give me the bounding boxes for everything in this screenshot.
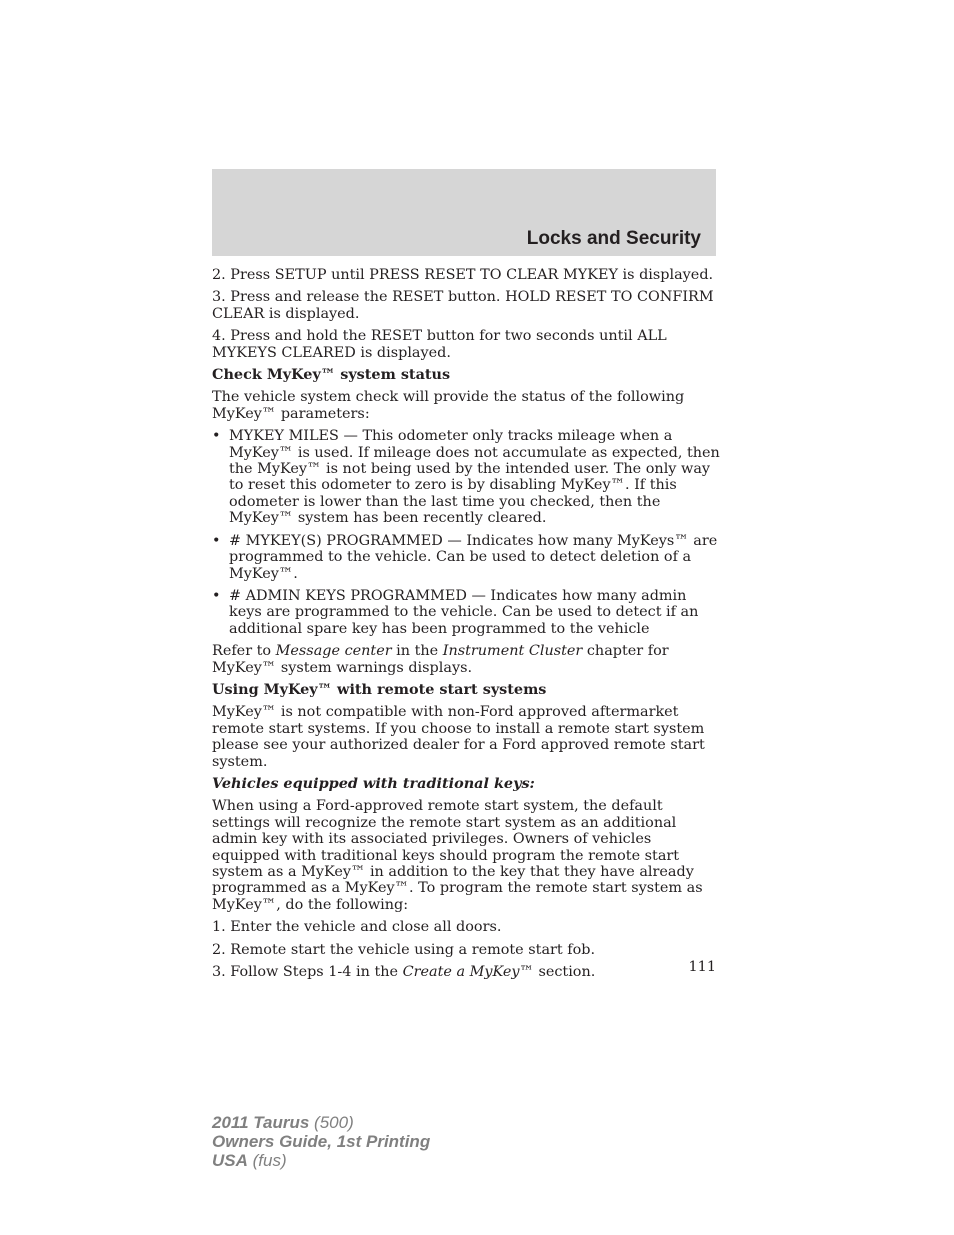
section-header-band: [212, 169, 716, 256]
footer-region-code: (fus): [247, 1151, 287, 1170]
refer-text: in the: [391, 643, 443, 660]
page-content: [212, 267, 720, 986]
instrument-cluster-reference: Instrument Cluster: [442, 643, 583, 660]
traditional-keys-subheading: Vehicles equipped with traditional keys:: [212, 774, 535, 792]
bullet-glyph: •: [212, 587, 221, 604]
bullet-glyph: •: [212, 428, 221, 445]
footer-printing-line: Owners Guide, 1st Printing: [212, 1132, 431, 1151]
refer-text: Refer to: [212, 643, 276, 660]
list-item-admin-keys-programmed: [212, 588, 720, 637]
footer-model: 2011 Taurus: [212, 1113, 310, 1132]
step-4: 4. Press and hold the RESET button for two seconds until ALL MYKEYS CLEARED is displayed.: [212, 328, 667, 361]
check-status-heading: Check MyKey™ system status: [212, 366, 451, 384]
status-parameter-list: [212, 428, 720, 637]
traditional-keys-body: When using a Ford-approved remote start system, the default settings will recognize the remote start system as an additional admin key with its associated privileges. Owners of vehicles equipped with traditional keys should program the remote start system as a MyKey™ in addition to the key that they have already programmed as a MyKey™. To program the remote start system as MyKey™, do the following:: [212, 798, 703, 913]
list-item-mykey-miles: [212, 428, 720, 526]
section-title: Locks and Security: [526, 228, 701, 249]
refer-paragraph: [212, 643, 720, 676]
remote-start-heading: Using MyKey™ with remote start systems: [212, 680, 547, 698]
step-text: section.: [533, 964, 596, 981]
step-text: 3. Follow Steps 1-4 in the: [212, 964, 403, 981]
create-mykey-reference: Create a MyKey™: [402, 964, 534, 981]
page-number: 111: [688, 959, 716, 975]
footer-model-code: (500): [309, 1113, 354, 1132]
refer-text: chapter for MyKey™ system warnings displays.: [212, 643, 669, 676]
remote-start-body: MyKey™ is not compatible with non-Ford approved aftermarket remote start systems. If you choose to install a remote start system please see your authorized dealer for a Ford approved remote start system.: [212, 704, 705, 770]
step-3: 3. Press and release the RESET button. HOLD RESET TO CONFIRM CLEAR is displayed.: [212, 289, 714, 322]
step-2: 2. Press SETUP until PRESS RESET TO CLEAR MYKEY is displayed.: [212, 267, 714, 283]
remote-step-2: 2. Remote start the vehicle using a remote start fob.: [212, 941, 596, 958]
list-item-text: # MYKEY(S) PROGRAMMED — Indicates how many MyKeys™ are programmed to the vehicle. Can be used to detect deletion of a MyKey™.: [229, 532, 718, 582]
remote-step-1: 1. Enter the vehicle and close all doors.: [212, 919, 502, 936]
footer-region-line: [212, 1151, 430, 1170]
message-center-reference: Message center: [275, 643, 392, 660]
remote-step-3: [212, 964, 720, 980]
list-item-mykeys-programmed: [212, 533, 720, 582]
footer-edition-info: [212, 1113, 430, 1170]
bullet-glyph: •: [212, 532, 221, 549]
footer-model-line: [212, 1113, 430, 1132]
footer-region: USA: [212, 1151, 248, 1170]
check-status-intro: The vehicle system check will provide the status of the following MyKey™ parameters:: [212, 389, 685, 422]
list-item-text: # ADMIN KEYS PROGRAMMED — Indicates how many admin keys are programmed to the vehicle. Can be used to detect if an additional spare key has been programmed to the vehicle: [229, 587, 699, 637]
list-item-text: MYKEY MILES — This odometer only tracks mileage when a MyKey™ is used. If mileage does not accumulate as expected, then the MyKey™ is not being used by the intended user. The only way to reset this odometer to zero is by disabling MyKey™. If this odometer is lower than the last time you checked, then the MyKey™ system has been recently cleared.: [229, 428, 720, 527]
